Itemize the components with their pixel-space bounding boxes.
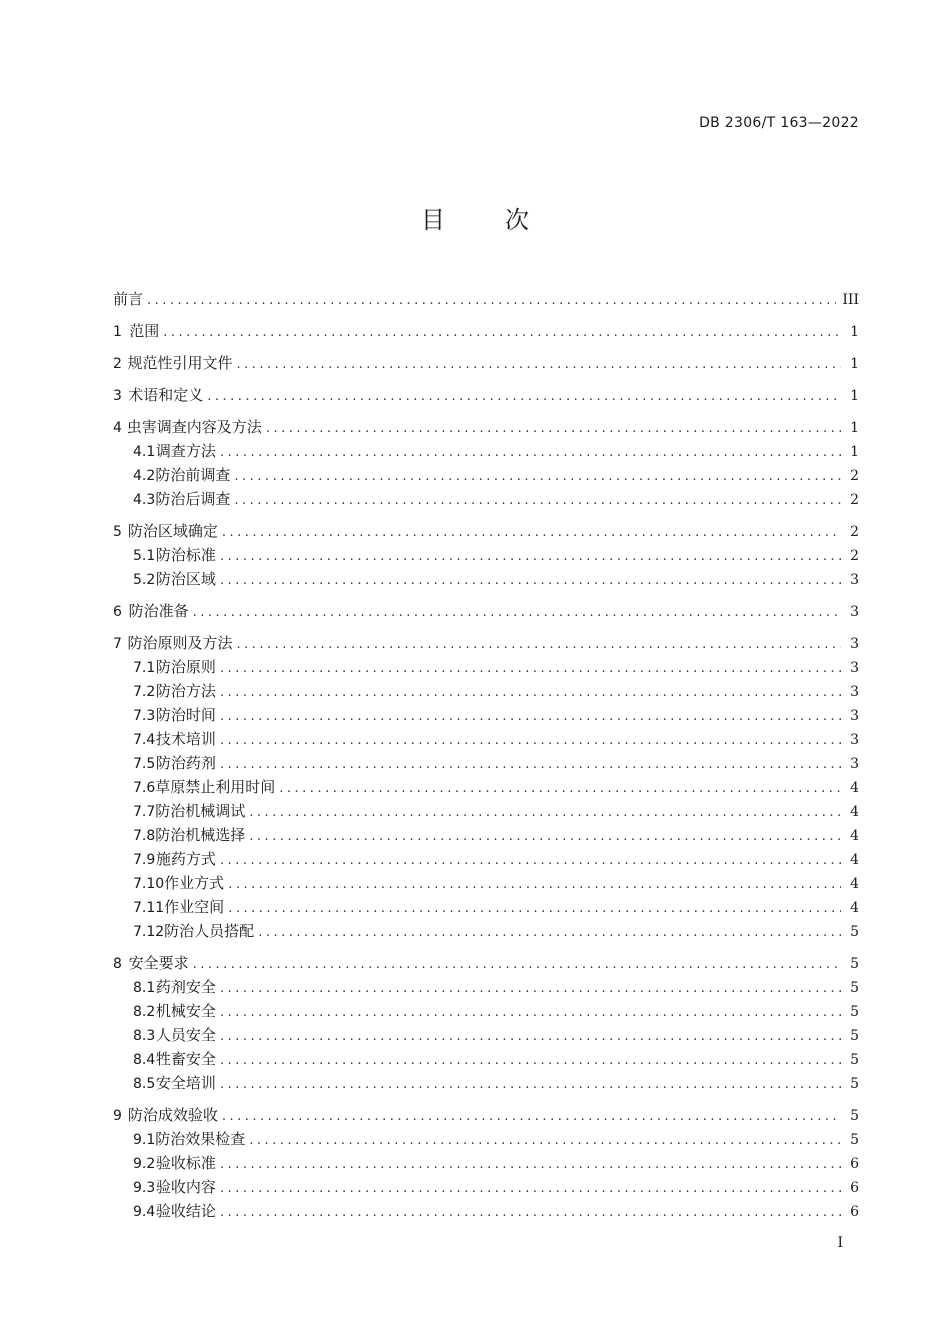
toc-entry-page: 2 <box>850 524 859 540</box>
toc-entry-label: 作业方式 <box>164 874 225 892</box>
toc-entry-number: 8 <box>113 956 122 972</box>
toc-entry-number: 8.1 <box>133 980 156 996</box>
toc-entry-number: 9.3 <box>133 1180 156 1196</box>
toc-entry-label: 验收内容 <box>155 1178 216 1196</box>
toc-entry-label: 调查方法 <box>155 442 216 460</box>
toc-entry-number: 8.3 <box>133 1028 156 1044</box>
toc-entry-number: 7.6 <box>133 780 156 796</box>
page-title <box>0 200 950 235</box>
toc-entry-label: 验收结论 <box>155 1202 216 1220</box>
toc-entry-label: 范围 <box>129 322 160 340</box>
toc-entry-label: 防治后调查 <box>155 490 231 508</box>
toc-entry-page: 5 <box>850 956 859 972</box>
toc-entry-number: 7.11 <box>133 900 165 916</box>
toc-entry-number: 7.12 <box>133 924 165 940</box>
toc-entry[interactable] <box>113 1127 859 1151</box>
toc-entry-number: 4.1 <box>133 444 156 460</box>
toc-entry[interactable] <box>113 519 859 543</box>
toc-entry-page: 3 <box>850 636 859 652</box>
toc-entry-label: 防治人员搭配 <box>164 922 255 940</box>
toc-entry-number: 9.4 <box>133 1204 156 1220</box>
dot-leader <box>237 633 841 657</box>
toc-entry-number: 7.8 <box>133 828 156 844</box>
dot-leader <box>220 1025 841 1049</box>
toc-entry-number: 3 <box>113 388 122 404</box>
toc-entry[interactable] <box>113 1023 859 1047</box>
toc-entry-page: 4 <box>850 780 859 796</box>
toc-entry[interactable] <box>113 631 859 655</box>
toc-entry-page: 5 <box>850 1004 859 1020</box>
toc-entry-page: 5 <box>850 1076 859 1092</box>
toc-entry[interactable] <box>113 1047 859 1071</box>
toc-entry-number: 7.10 <box>133 876 165 892</box>
toc-entry-page: 2 <box>850 492 859 508</box>
toc-entry-label: 验收标准 <box>155 1154 216 1172</box>
dot-leader <box>220 1153 841 1177</box>
toc-entry-number: 7.4 <box>133 732 156 748</box>
toc-entry-label: 虫害调查内容及方法 <box>126 418 262 436</box>
dot-leader <box>220 1001 841 1025</box>
toc-entry[interactable] <box>113 463 859 487</box>
toc-entry-label: 防治区域 <box>155 570 216 588</box>
toc-entry[interactable] <box>113 567 859 591</box>
toc-entry-label: 防治原则 <box>155 658 216 676</box>
toc-entry-label: 规范性引用文件 <box>127 354 233 372</box>
toc-entry-number: 2 <box>113 356 122 372</box>
toc-entry-number: 4 <box>113 420 122 436</box>
toc-entry-number: 7.7 <box>133 804 156 820</box>
toc-entry-label: 防治机械调试 <box>155 802 246 820</box>
document-code: DB 2306/T 163—2022 <box>699 115 859 131</box>
toc-entry-page: 4 <box>850 876 859 892</box>
toc-entry-number: 7.9 <box>133 852 156 868</box>
dot-leader <box>266 417 841 441</box>
toc-entry-page: 3 <box>850 572 859 588</box>
toc-entry[interactable] <box>113 351 859 375</box>
toc-entry[interactable] <box>113 1071 859 1095</box>
toc-entry-number: 8.4 <box>133 1052 156 1068</box>
dot-leader <box>220 705 841 729</box>
dot-leader <box>228 873 841 897</box>
dot-leader <box>234 465 841 489</box>
toc-entry-label: 牲畜安全 <box>155 1050 216 1068</box>
toc-entry-number: 6 <box>113 604 122 620</box>
toc-entry[interactable] <box>113 775 859 799</box>
dot-leader <box>163 321 841 345</box>
dot-leader <box>258 921 841 945</box>
toc-entry-label: 技术培训 <box>155 730 216 748</box>
toc-entry-number: 7 <box>113 636 122 652</box>
dot-leader <box>228 897 841 921</box>
toc-entry-number: 4.2 <box>133 468 156 484</box>
dot-leader <box>249 801 841 825</box>
toc-entry-label: 防治效果检查 <box>155 1130 246 1148</box>
toc-entry-page: 1 <box>850 356 859 372</box>
toc-entry-label: 机械安全 <box>155 1002 216 1020</box>
toc-entry-page: 4 <box>850 828 859 844</box>
toc-entry-page: 6 <box>850 1156 859 1172</box>
toc-entry-label: 施药方式 <box>155 850 216 868</box>
toc-entry-number: 7.3 <box>133 708 156 724</box>
toc-entry-page: 6 <box>850 1180 859 1196</box>
toc-entry-label: 防治方法 <box>155 682 216 700</box>
dot-leader <box>220 977 841 1001</box>
toc-entry-page: 1 <box>850 444 859 460</box>
toc-entry[interactable] <box>113 1103 859 1127</box>
dot-leader <box>249 1129 841 1153</box>
toc-entry[interactable] <box>113 703 859 727</box>
dot-leader <box>220 1177 841 1201</box>
toc-entry-number: 9.1 <box>133 1132 156 1148</box>
dot-leader <box>222 521 841 545</box>
dot-leader <box>220 1073 841 1097</box>
dot-leader <box>220 753 841 777</box>
toc-entry-number: 4.3 <box>133 492 156 508</box>
toc-entry[interactable] <box>113 951 859 975</box>
dot-leader <box>220 729 841 753</box>
dot-leader <box>279 777 841 801</box>
toc-entry-page: 3 <box>850 604 859 620</box>
toc-entry-label: 防治前调查 <box>155 466 231 484</box>
toc-entry-label: 药剂安全 <box>155 978 216 996</box>
dot-leader <box>220 657 841 681</box>
toc-entry[interactable] <box>113 599 859 623</box>
toc-entry-number: 7.2 <box>133 684 156 700</box>
toc-entry-page: 1 <box>850 420 859 436</box>
dot-leader <box>220 849 841 873</box>
toc-entry-page: 5 <box>850 924 859 940</box>
toc-entry[interactable] <box>113 999 859 1023</box>
toc-entry-label: 作业空间 <box>164 898 225 916</box>
toc-entry[interactable] <box>113 319 859 343</box>
toc-entry-number: 9.2 <box>133 1156 156 1172</box>
toc-entry-page: 5 <box>850 980 859 996</box>
toc-entry[interactable] <box>113 1151 859 1175</box>
toc-entry-label: 防治准备 <box>128 602 189 620</box>
toc-entry[interactable] <box>113 1175 859 1199</box>
toc-entry-page: 4 <box>850 900 859 916</box>
toc-entry[interactable] <box>113 823 859 847</box>
toc-entry-page: 6 <box>850 1204 859 1220</box>
toc-entry-label: 术语和定义 <box>128 386 204 404</box>
dot-leader <box>249 825 841 849</box>
toc-entry-label: 防治机械选择 <box>155 826 246 844</box>
toc-entry-page: 1 <box>850 324 859 340</box>
toc-entry-number: 9 <box>113 1108 122 1124</box>
toc-entry-number: 7.5 <box>133 756 156 772</box>
toc-entry-page: 3 <box>850 732 859 748</box>
toc-entry-page: 4 <box>850 852 859 868</box>
dot-leader <box>237 353 841 377</box>
toc-entry-label: 防治原则及方法 <box>127 634 233 652</box>
toc-entry-number: 1 <box>113 324 122 340</box>
toc-entry-number: 5 <box>113 524 122 540</box>
toc-entry[interactable] <box>113 287 859 311</box>
toc-entry-page: 3 <box>850 756 859 772</box>
toc-entry-page: 5 <box>850 1028 859 1044</box>
toc-entry[interactable] <box>113 679 859 703</box>
toc-entry-page: 4 <box>850 804 859 820</box>
toc-entry-label: 防治成效验收 <box>127 1106 218 1124</box>
dot-leader <box>220 1049 841 1073</box>
toc-entry-page: 5 <box>850 1052 859 1068</box>
toc-entry-label: 人员安全 <box>155 1026 216 1044</box>
toc-entry-number: 8.5 <box>133 1076 156 1092</box>
toc-entry[interactable] <box>113 871 859 895</box>
toc-entry-label: 防治时间 <box>155 706 216 724</box>
toc-entry-page: 3 <box>850 708 859 724</box>
dot-leader <box>207 385 841 409</box>
toc-entry-page: 5 <box>850 1108 859 1124</box>
toc-entry-label: 防治区域确定 <box>127 522 218 540</box>
toc-entry[interactable] <box>113 487 859 511</box>
dot-leader <box>220 681 841 705</box>
toc-entry-number: 5.2 <box>133 572 156 588</box>
dot-leader <box>147 289 836 313</box>
dot-leader <box>220 569 841 593</box>
toc-entry-label: 防治标准 <box>155 546 216 564</box>
toc-entry[interactable] <box>113 727 859 751</box>
dot-leader <box>234 489 841 513</box>
toc-entry-page: 3 <box>850 660 859 676</box>
toc-entry-label: 安全要求 <box>128 954 189 972</box>
toc-entry[interactable] <box>113 415 859 439</box>
page-number: I <box>837 1235 843 1251</box>
toc-entry[interactable] <box>113 799 859 823</box>
toc-entry[interactable] <box>113 383 859 407</box>
dot-leader <box>193 953 841 977</box>
toc-entry[interactable] <box>113 1199 859 1223</box>
toc-entry-page: 2 <box>850 548 859 564</box>
toc-entry-label: 防治药剂 <box>155 754 216 772</box>
toc-entry[interactable] <box>113 895 859 919</box>
dot-leader <box>193 601 841 625</box>
toc-entry-label: 安全培训 <box>155 1074 216 1092</box>
toc-entry-number: 7.1 <box>133 660 156 676</box>
toc-entry-page: 3 <box>850 684 859 700</box>
toc-entry-page: III <box>842 292 859 308</box>
toc-entry[interactable] <box>113 751 859 775</box>
toc-entry[interactable] <box>113 919 859 943</box>
toc-entry[interactable] <box>113 975 859 999</box>
toc-entry[interactable] <box>113 439 859 463</box>
title-char-2: 次 <box>505 206 529 234</box>
toc-entry-page: 1 <box>850 388 859 404</box>
toc-entry[interactable] <box>113 655 859 679</box>
dot-leader <box>220 441 841 465</box>
title-char-1: 目 <box>421 206 445 234</box>
table-of-contents <box>113 287 859 1223</box>
toc-entry-label: 草原禁止利用时间 <box>155 778 276 796</box>
toc-entry-number: 5.1 <box>133 548 156 564</box>
dot-leader <box>222 1105 841 1129</box>
dot-leader <box>220 545 841 569</box>
toc-entry-page: 2 <box>850 468 859 484</box>
toc-entry-number: 8.2 <box>133 1004 156 1020</box>
toc-entry-label: 前言 <box>113 290 144 308</box>
toc-entry-page: 5 <box>850 1132 859 1148</box>
dot-leader <box>220 1201 841 1225</box>
toc-entry[interactable] <box>113 543 859 567</box>
toc-entry[interactable] <box>113 847 859 871</box>
